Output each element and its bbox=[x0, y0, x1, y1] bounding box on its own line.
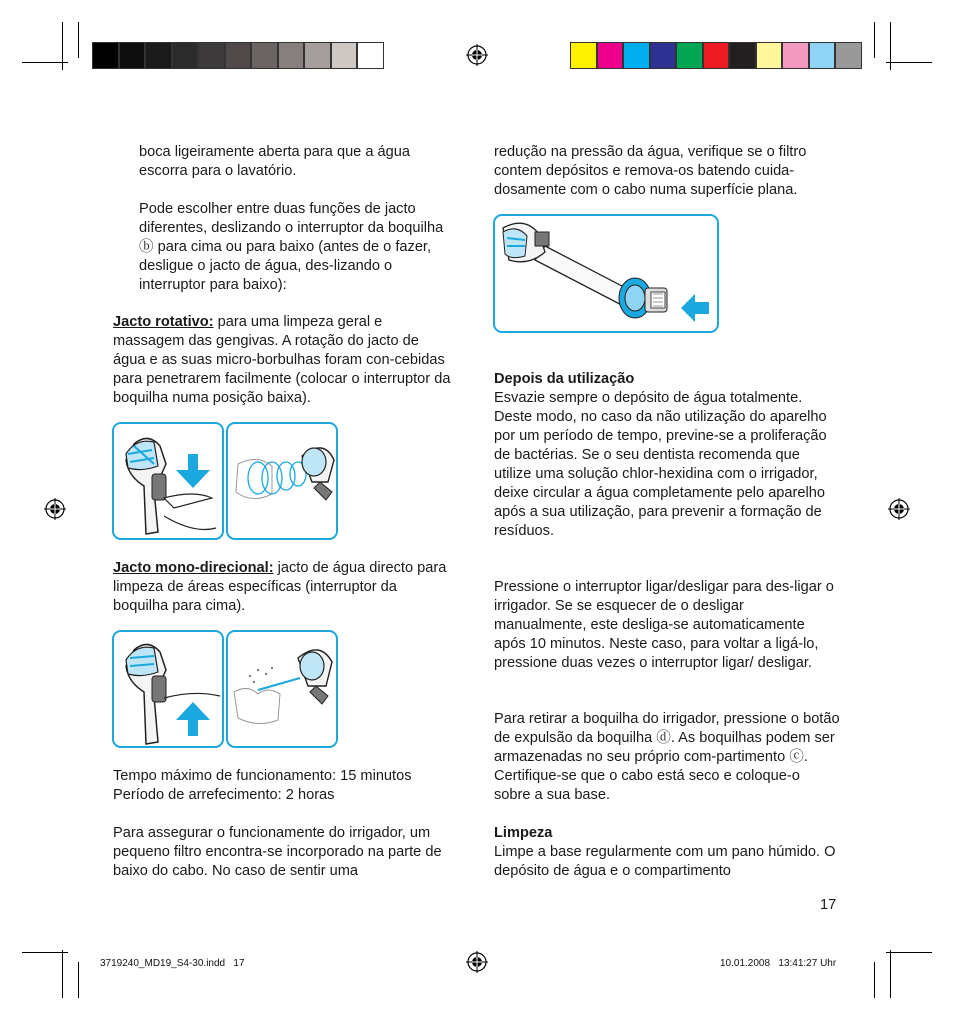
right-section-cleaning: Limpeza Limpe a base regularmente com um pano húmido. O depósito de água e o compartimento bbox=[494, 824, 840, 881]
crop-mark bbox=[890, 950, 891, 998]
color-swatch bbox=[198, 42, 225, 69]
color-swatch bbox=[331, 42, 358, 69]
color-swatch bbox=[357, 42, 384, 69]
left-paragraph-filter: Para assegurar o funcionamente do irrigador, um pequeno filtro encontra-se incorporado na parte de baixo do cabo. No caso de sentir uma bbox=[113, 825, 442, 879]
crop-mark bbox=[78, 962, 79, 998]
color-swatch bbox=[570, 42, 597, 69]
crop-mark bbox=[78, 22, 79, 58]
mono-jet-figure-left bbox=[112, 630, 224, 748]
left-paragraph-mono bbox=[113, 559, 455, 616]
color-swatch bbox=[145, 42, 172, 69]
color-swatch bbox=[703, 42, 730, 69]
rotary-jet-figure-left bbox=[112, 422, 224, 540]
mono-jet-figure-right bbox=[226, 630, 338, 748]
footer-timestamp: 10.01.2008 13:41:27 Uhr bbox=[720, 958, 837, 969]
registration-mark-icon bbox=[888, 498, 910, 520]
crop-mark bbox=[22, 62, 68, 63]
color-swatch bbox=[650, 42, 677, 69]
color-swatch bbox=[623, 42, 650, 69]
color-swatch bbox=[304, 42, 331, 69]
crop-mark bbox=[874, 962, 875, 998]
crop-mark bbox=[22, 952, 68, 953]
color-swatch bbox=[597, 42, 624, 69]
left-paragraph-rotary bbox=[113, 313, 455, 408]
right-paragraph-1: redução na pressão da água, verifique se o filtro contem depósitos e remova-os batendo cuida-dosamente com o cabo numa superfície plana. bbox=[494, 144, 807, 198]
rotary-jet-figure-right bbox=[226, 422, 338, 540]
left-paragraph-times: Tempo máximo de funcionamento: 15 minutos Período de arrefecimento: 2 horas bbox=[113, 768, 412, 803]
crop-mark bbox=[62, 950, 63, 998]
rotary-spray-illustration bbox=[228, 424, 336, 538]
color-swatch bbox=[729, 42, 756, 69]
mono-jet-text: jacto de água directo para limpeza de áreas específicas (interruptor da boquilha para cima). bbox=[113, 560, 447, 614]
color-swatch bbox=[676, 42, 703, 69]
color-swatch bbox=[172, 42, 199, 69]
page-number: 17 bbox=[820, 897, 837, 913]
handle-filter-illustration bbox=[495, 216, 717, 331]
footer-file-name: 3719240_MD19_S4-30.indd 17 bbox=[100, 958, 245, 969]
registration-mark-icon bbox=[466, 951, 488, 973]
crop-mark bbox=[874, 22, 875, 58]
handle-downward-illustration bbox=[114, 424, 222, 538]
right-section-after-use: Depois da utilização Esvazie sempre o depósito de água totalmente. Deste modo, no caso da não utilização do aparelho por um período de tempo, previne-se a proliferação de bactérias. Se o seu dentista recomenda que utilize uma solução chlor-hexidina com o irrigador, deixe circular a água completamente pelo aparelho após a sua utilização, para prevenir a formação de resíduos. bbox=[494, 370, 840, 541]
mono-jet-label: Jacto mono-direcional: bbox=[113, 560, 274, 576]
color-swatch bbox=[225, 42, 252, 69]
right-paragraph-remove-nozzle: Para retirar a boquilha do irrigador, pressione o botão de expulsão da boquilha ⓓ. As boquilhas podem ser armazenadas no seu próprio com-partimento ⓒ. Certifique-se que o cabo está seco e coloque-o sobre a sua base. bbox=[494, 711, 840, 803]
color-swatch bbox=[278, 42, 305, 69]
left-paragraph-2: Pode escolher entre duas funções de jacto diferentes, deslizando o interruptor da boquilha ⓑ para cima ou para baixo (antes de o fazer, desligue o jacto de água, des-lizando o interruptor para baixo): bbox=[139, 201, 444, 293]
color-swatch bbox=[756, 42, 783, 69]
heading-after-use: Depois da utilização bbox=[494, 371, 635, 387]
filter-figure bbox=[493, 214, 719, 333]
color-swatch bbox=[251, 42, 278, 69]
crop-mark bbox=[886, 952, 932, 953]
color-swatch bbox=[782, 42, 809, 69]
registration-mark-icon bbox=[44, 498, 66, 520]
color-swatch bbox=[835, 42, 862, 69]
color-swatch bbox=[92, 42, 119, 69]
color-swatch bbox=[809, 42, 836, 69]
left-paragraph-1: boca ligeiramente aberta para que a água escorra para o lavatório. bbox=[139, 144, 410, 179]
crop-mark bbox=[886, 62, 932, 63]
color-swatch bbox=[119, 42, 146, 69]
handle-upward-illustration bbox=[114, 632, 222, 746]
right-paragraph-switch: Pressione o interruptor ligar/desligar para des-ligar o irrigador. Se se esquecer de o desligar manualmente, este desliga-se automaticamente após 10 minutos. Neste caso, para voltar a ligá-lo, pressione duas vezes o interruptor ligar/ desligar. bbox=[494, 579, 834, 671]
registration-mark-icon bbox=[466, 44, 488, 66]
rotary-jet-text: para uma limpeza geral e massagem das gengivas. A rotação do jacto de água e as suas micro-borbulhas foram con-cebidas para penetrarem facilmente (colocar o interruptor da boquilha numa posição baixa). bbox=[113, 314, 451, 406]
mono-spray-illustration bbox=[228, 632, 336, 746]
heading-cleaning: Limpeza bbox=[494, 825, 553, 841]
rotary-jet-label: Jacto rotativo: bbox=[113, 314, 214, 330]
